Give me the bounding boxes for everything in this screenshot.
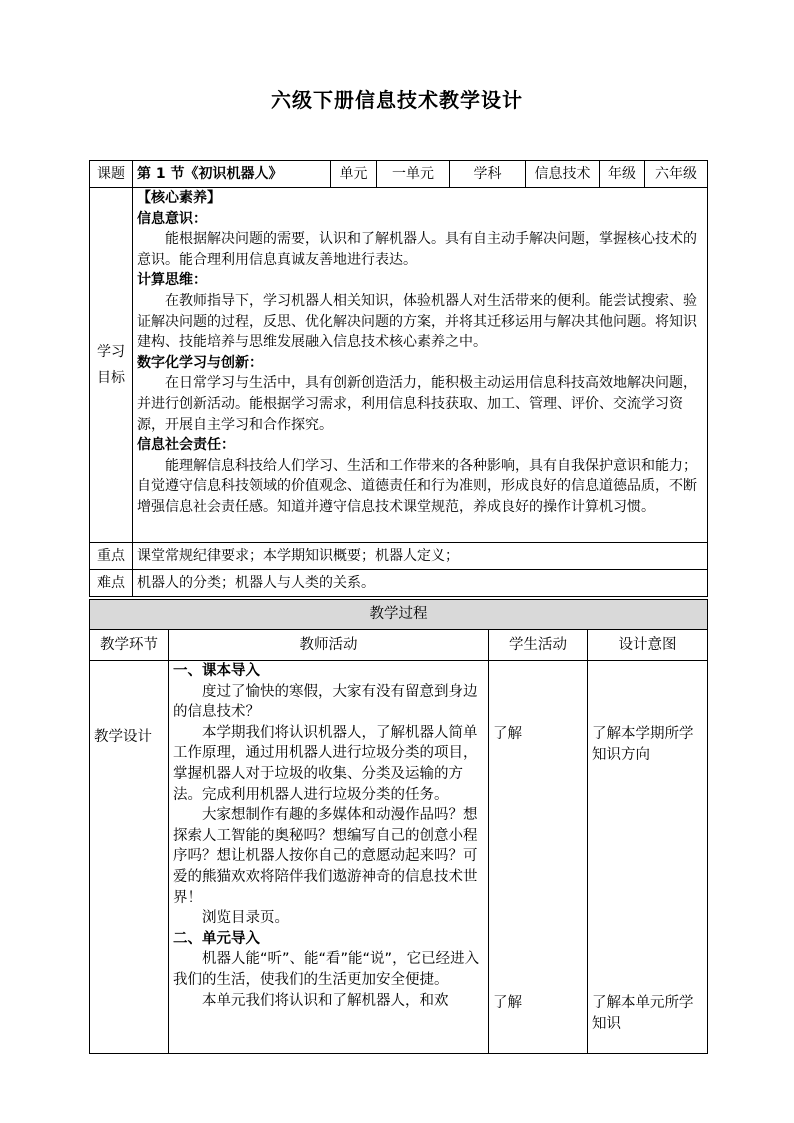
section-1-paragraph-2: 本学期我们将认识机器人，了解机器人简单工作原理，通过用机器人进行垃圾分类的项目，掌握机器人对于垃圾的收集、分类及运输的方法。完成利用机器人进行垃圾分类的任务。	[173, 724, 478, 803]
goals-label	[90, 188, 133, 543]
goal-heading-2: 计算思维：	[137, 272, 207, 289]
process-header: 教学过程	[90, 600, 708, 630]
lesson-value: 第 1 节《初识机器人》	[133, 161, 331, 188]
section-1-paragraph-3: 大家想制作有趣的多媒体和动漫作品吗？想探索人工智能的奥秘吗？想编写自己的创意小程序吗？想让机器人按你自己的意愿动起来吗？可爱的熊猫欢欢将陪伴我们遨游神奇的信息技术世界！	[173, 807, 478, 906]
page-title: 六级下册信息技术教学设计	[271, 88, 523, 112]
grade-label: 年级	[600, 161, 645, 188]
design-intent-2: 了解本单元所学知识	[592, 995, 694, 1032]
section-2-paragraph-1: 机器人能“听”、能“看”能“说”，它已经进入我们的生活，使我们的生活更加安全便捷。	[173, 951, 480, 988]
lesson-label: 课题	[90, 161, 133, 188]
grade-value: 六年级	[645, 161, 708, 188]
goals-label-text: 学习目标	[97, 344, 125, 386]
lesson-info-table	[89, 160, 708, 597]
goal-heading-4: 信息社会责任：	[137, 437, 235, 454]
goal-paragraph-2: 在教师指导下，学习机器人相关知识，体验机器人对生活带来的便利。能尝试搜索、验证解决问题的过程，反思、优化解决问题的方案，并将其迁移运用与解决其他问题。将知识建构、技能培养与思维发展融入信息技术核心素养之中。	[137, 292, 697, 351]
core-literacy-title: 【核心素养】	[137, 190, 221, 206]
goal-heading-3: 数字化学习与创新：	[137, 354, 263, 371]
design-intent-cell	[588, 661, 708, 1054]
goal-paragraph-3: 在日常学习与生活中，具有创新创造活力，能积极主动运用信息科技高效地解决问题，并进行创新活动。能根据学习需求，利用信息科技获取、加工、管理、评价、交流学习资源，开展自主学习和合作探究。	[137, 375, 697, 433]
col-teacher-header: 教师活动	[169, 630, 489, 661]
section-1-paragraph-4: 浏览目录页。	[202, 910, 289, 927]
key-point-value: 课堂常规纪律要求；本学期知识概要；机器人定义；	[133, 543, 708, 570]
section-1-paragraph-1: 度过了愉快的寒假，大家有没有留意到身边的信息技术？	[173, 683, 478, 721]
stage-cell: 教学设计	[90, 661, 169, 1054]
unit-label: 单元	[331, 161, 377, 188]
student-activity-2: 了解	[493, 995, 522, 1011]
difficult-point-value: 机器人的分类；机器人与人类的关系。	[133, 570, 708, 597]
goal-heading-1: 信息意识：	[137, 210, 207, 227]
goal-paragraph-1: 能根据解决问题的需要，认识和了解机器人。具有自主动手解决问题，掌握核心技术的意识。能合理利用信息真诚友善地进行表达。	[137, 231, 697, 268]
unit-value: 一单元	[377, 161, 450, 188]
teacher-activity-cell	[169, 661, 489, 1054]
goal-paragraph-4: 能理解信息科技给人们学习、生活和工作带来的各种影响，具有自我保护意识和能力；自觉遵守信息科技领域的价值观念、道德责任和行为准则，形成良好的信息道德品质，不断增强信息社会责任感。知道并遵守信息技术课堂规范，养成良好的操作计算机习惯。	[137, 457, 697, 515]
student-activity-1: 了解	[493, 726, 522, 742]
col-stage-header: 教学环节	[90, 630, 169, 661]
key-point-label: 重点	[90, 543, 133, 570]
col-student-header: 学生活动	[489, 630, 588, 661]
subject-label: 学科	[450, 161, 526, 188]
section-2-paragraph-2: 本单元我们将认识和了解机器人，和欢	[202, 992, 449, 1009]
student-activity-cell	[489, 661, 588, 1054]
section-1-title: 一、课本导入	[173, 663, 260, 679]
subject-value: 信息技术	[526, 161, 600, 188]
teaching-process-table	[89, 599, 708, 1054]
goals-content	[133, 188, 708, 543]
section-2-title: 二、单元导入	[173, 930, 260, 947]
col-intent-header: 设计意图	[588, 630, 708, 661]
design-intent-1: 了解本学期所学知识方向	[592, 726, 694, 763]
difficult-point-label: 难点	[90, 570, 133, 597]
